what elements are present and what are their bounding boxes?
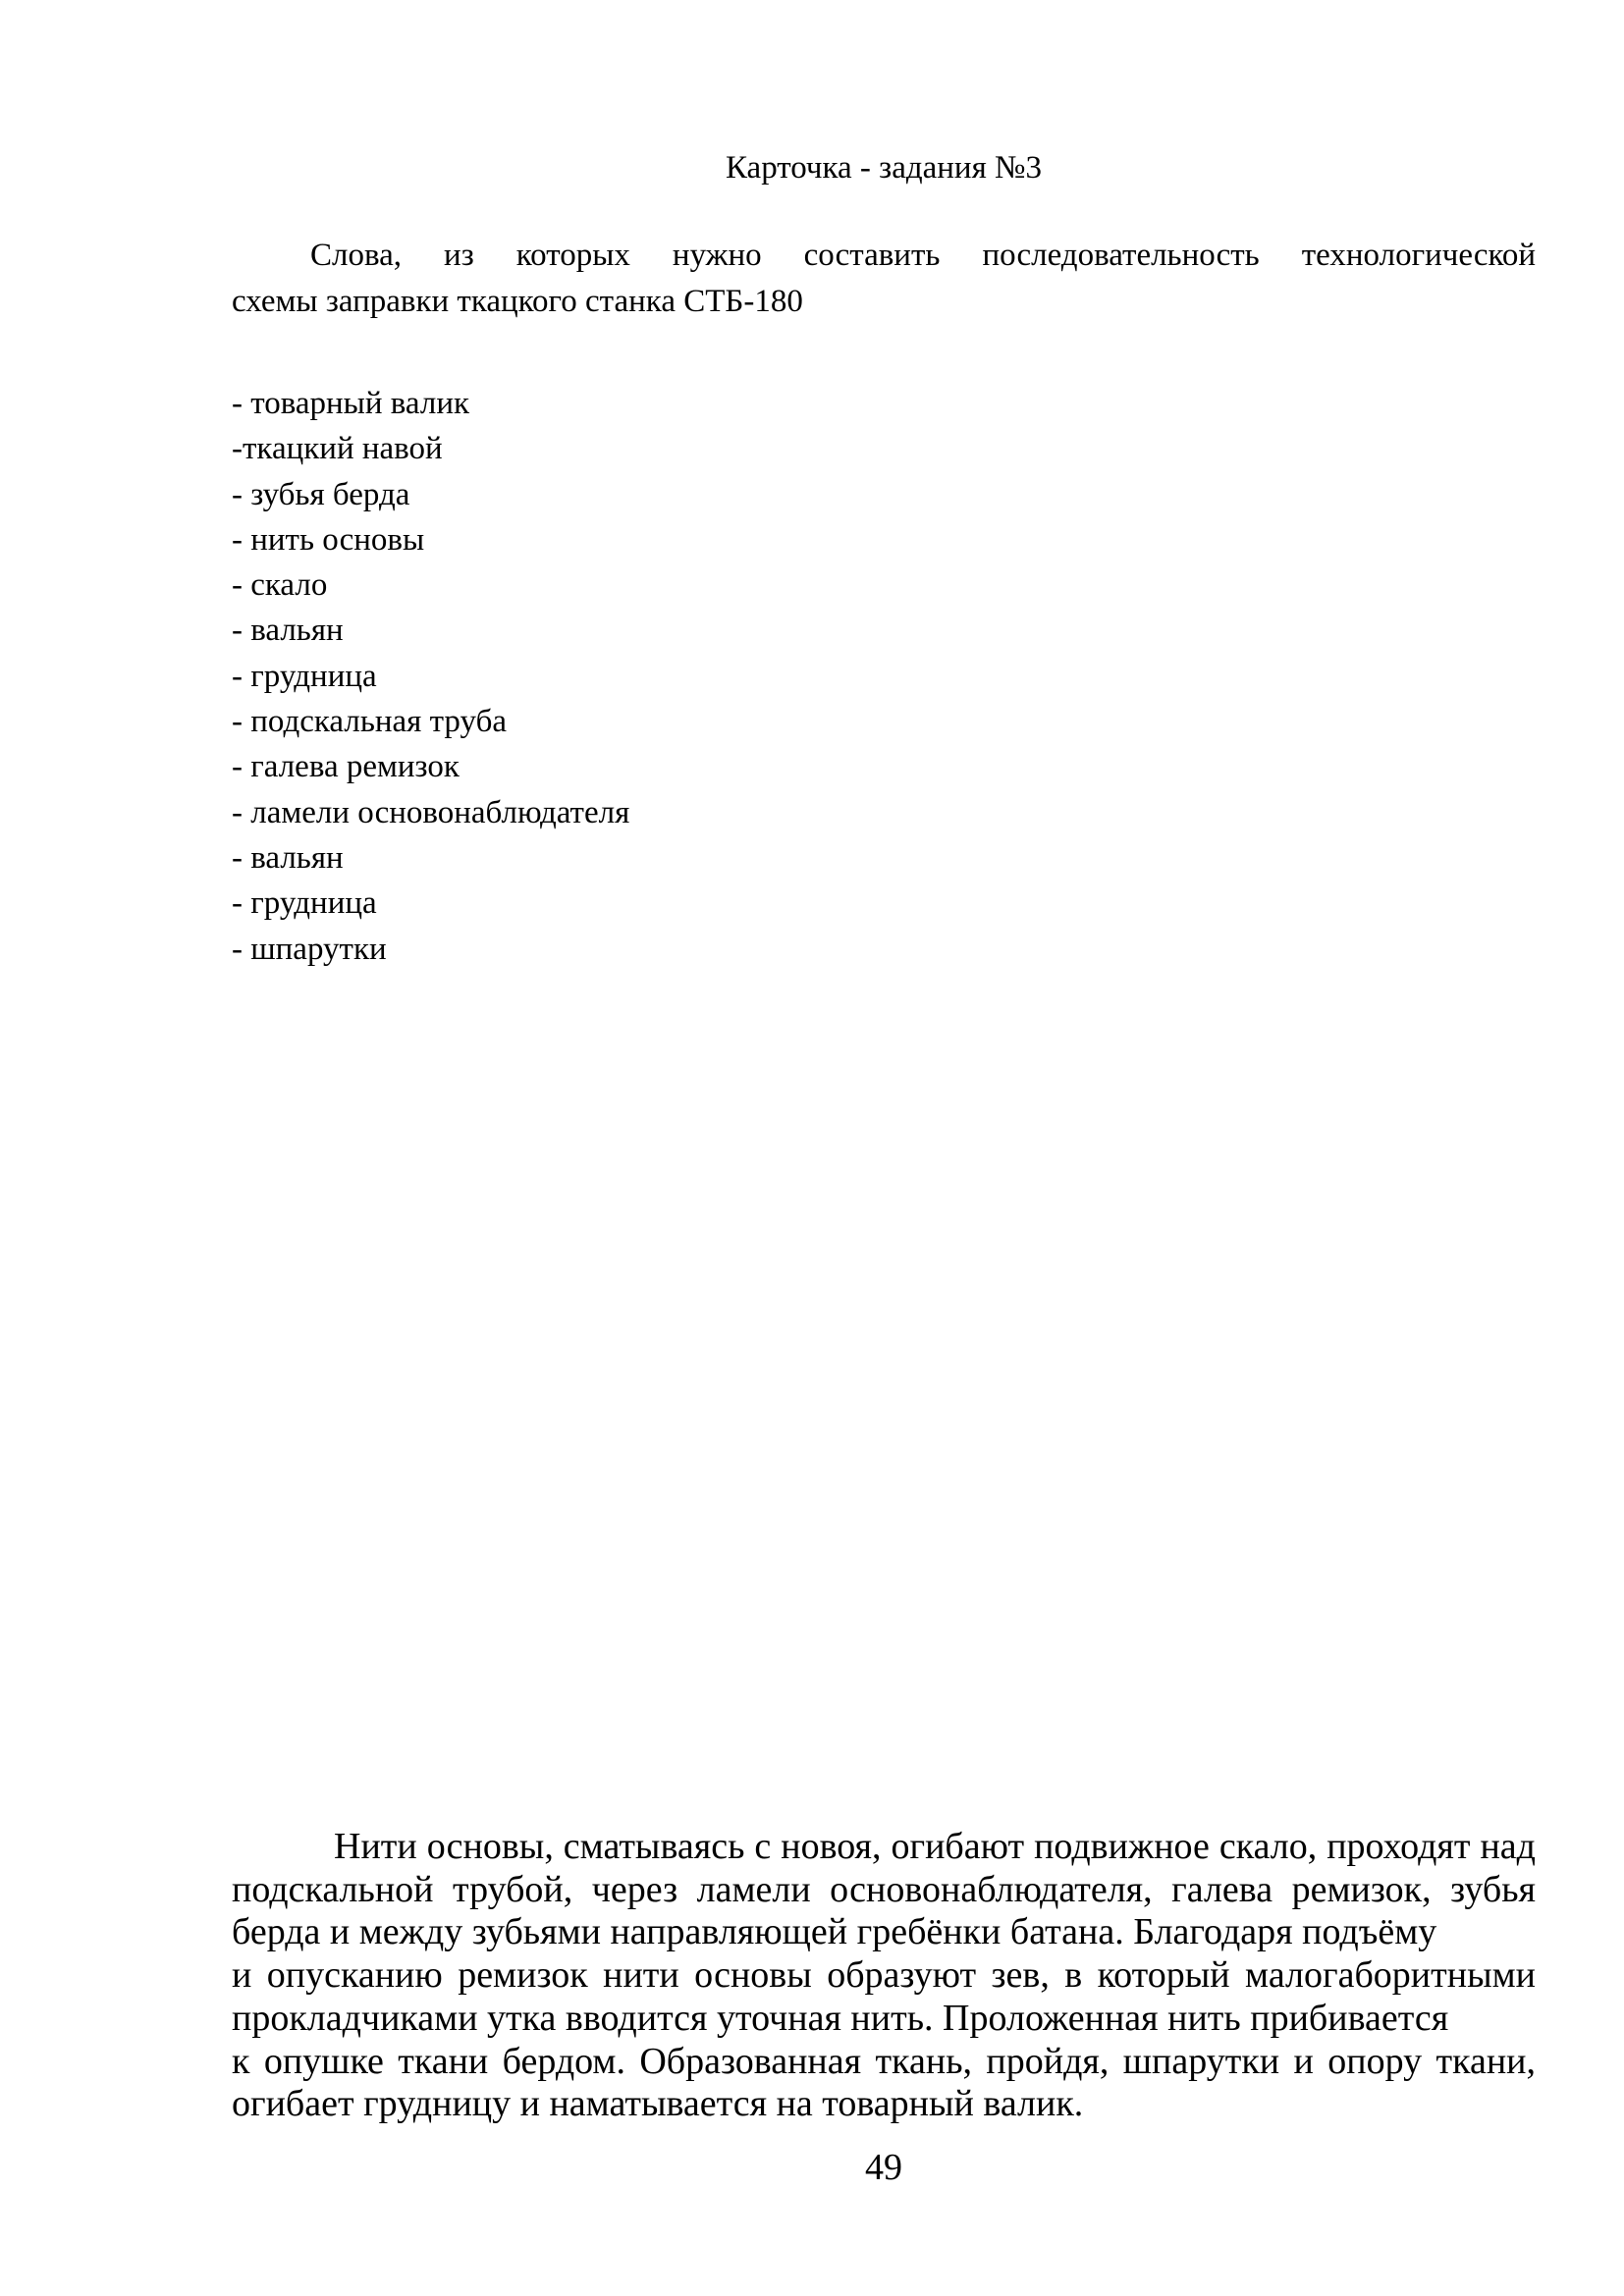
description-paragraph [232, 1826, 1536, 2126]
word-list-item: - галева ремизок [232, 749, 460, 785]
description-paragraph-line: Нити основы, сматываясь с новоя, огибают подвижное скало, проходят над [334, 1826, 1536, 1867]
word-list-item: - грудница [232, 885, 377, 922]
page-title: Карточка - задания №3 [725, 150, 1043, 186]
word-list-item: - ламели основонаблюдателя [232, 794, 630, 830]
description-paragraph-line: подскальной трубой, через ламели основонаблюдателя, галева ремизок, зубья [232, 1868, 1536, 1910]
word-list-item: - подскальная труба [232, 704, 508, 740]
word-list-item: - товарный валик [232, 386, 470, 421]
word-list-item: - вальян [232, 613, 344, 649]
word-list-item: - шпарутки [232, 931, 387, 967]
description-paragraph-line: к опушке ткани бердом. Образованная ткань, пройдя, шпарутки и опору ткани, [232, 2040, 1536, 2082]
page-number: 49 [865, 2147, 902, 2188]
word-list-item: - скало [232, 567, 328, 604]
word-list-item: - зубья берда [232, 476, 410, 512]
word-list-item: - нить основы [232, 521, 425, 558]
word-list-item: - вальян [232, 839, 344, 876]
word-list [232, 381, 1536, 972]
intro-paragraph-line: Слова, из которых нужно составить последовательность технологической [310, 238, 1536, 273]
intro-paragraph [232, 233, 1536, 325]
description-paragraph-line: прокладчиками утка вводится уточная нить. Проложенная нить прибивается [232, 1997, 1449, 2039]
description-paragraph-line: огибает грудницу и наматывается на товарный валик. [232, 2083, 1084, 2125]
word-list-item: - грудница [232, 658, 377, 694]
word-list-item: -ткацкий навой [232, 431, 443, 467]
intro-paragraph-line: схемы заправки ткацкого станка СТБ-180 [232, 284, 803, 319]
description-paragraph-line: берда и между зубьями направляющей гребёнки батана. Благодаря подъёму [232, 1911, 1437, 1953]
description-paragraph-line: и опусканию ремизок нити основы образуют зев, в который малогаборитными [232, 1954, 1536, 1997]
